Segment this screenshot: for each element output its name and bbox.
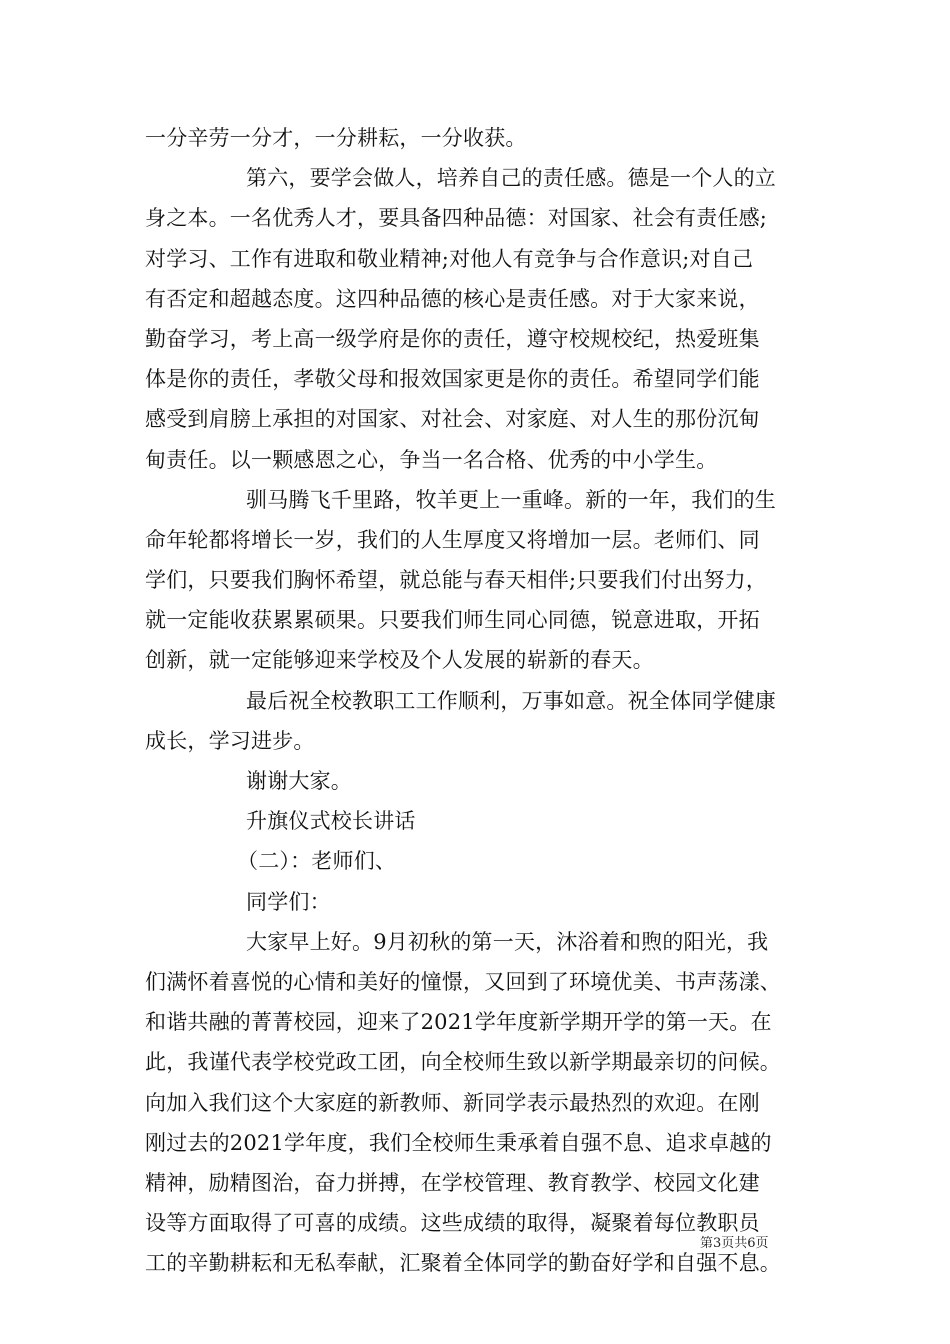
text-line: 们满怀着喜悦的心情和美好的憧憬，又回到了环境优美、书声荡漾、 — [145, 969, 781, 994]
page-number: 第3页共6页 — [700, 1236, 769, 1251]
text-line: 对学习、工作有进取和敬业精神;对他人有竞争与合作意识;对自己 — [145, 246, 754, 271]
text-line: 同学们： — [246, 889, 331, 914]
text-line: 学们，只要我们胸怀希望，就总能与春天相伴;只要我们付出努力， — [145, 568, 768, 593]
text-line: 大家早上好。9月初秋的第一天，沐浴着和煦的阳光，我 — [246, 929, 769, 954]
text-line: 一分辛劳一分才，一分耕耘，一分收获。 — [145, 126, 527, 150]
text-line: 精神，励精图治，奋力拼搏，在学校管理、教育教学、校园文化建 — [145, 1170, 760, 1195]
text-line: 成长，学习进步。 — [145, 728, 315, 753]
text-line: 勤奋学习，考上高一级学府是你的责任，遵守校规校纪，热爱班集 — [145, 326, 760, 351]
text-line: （二）：老师们、 — [237, 849, 397, 874]
text-line: 谢谢大家。 — [246, 769, 352, 793]
text-line: 甸责任。以一颗感恩之心，争当一名合格、优秀的中小学生。 — [145, 447, 718, 472]
text-line: 感受到肩膀上承担的对国家、对社会、对家庭、对人生的那份沉甸 — [145, 407, 760, 432]
text-line: 设等方面取得了可喜的成绩。这些成绩的取得，凝聚着每位教职员 — [145, 1211, 760, 1236]
text-line: 刚过去的2021学年度，我们全校师生秉承着自强不息、追求卓越的 — [145, 1130, 772, 1155]
text-line: 体是你的责任，孝敬父母和报效国家更是你的责任。希望同学们能 — [145, 367, 760, 392]
document-body — [145, 118, 829, 1283]
text-line: 驯马腾飞千里路，牧羊更上一重峰。新的一年，我们的生 — [246, 487, 776, 512]
text-line: 身之本。一名优秀人才，要具备四种品德：对国家、社会有责任感; — [145, 206, 768, 231]
text-line: 最后祝全校教职工工作顺利，万事如意。祝全体同学健康 — [246, 688, 776, 713]
text-line: 工的辛勤耕耘和无私奉献，汇聚着全体同学的勤奋好学和自强不息。 — [145, 1251, 781, 1276]
text-line: 第六，要学会做人，培养自己的责任感。德是一个人的立 — [246, 166, 776, 191]
text-line: 向加入我们这个大家庭的新教师、新同学表示最热烈的欢迎。在刚 — [145, 1090, 760, 1115]
text-line: 就一定能收获累累硕果。只要我们师生同心同德，锐意进取，开拓 — [145, 608, 760, 633]
section-heading: 升旗仪式校长讲话 — [246, 809, 416, 834]
text-line: 命年轮都将增长一岁，我们的人生厚度又将增加一层。老师们、同 — [145, 527, 760, 552]
text-line: 创新，就一定能够迎来学校及个人发展的崭新的春天。 — [145, 648, 654, 673]
text-line: 此，我谨代表学校党政工团，向全校师生致以新学期最亲切的问候。 — [145, 1050, 781, 1075]
text-line: 和谐共融的菁菁校园，迎来了2021学年度新学期开学的第一天。在 — [145, 1010, 772, 1035]
text-line: 有否定和超越态度。这四种品德的核心是责任感。对于大家来说， — [145, 286, 760, 311]
